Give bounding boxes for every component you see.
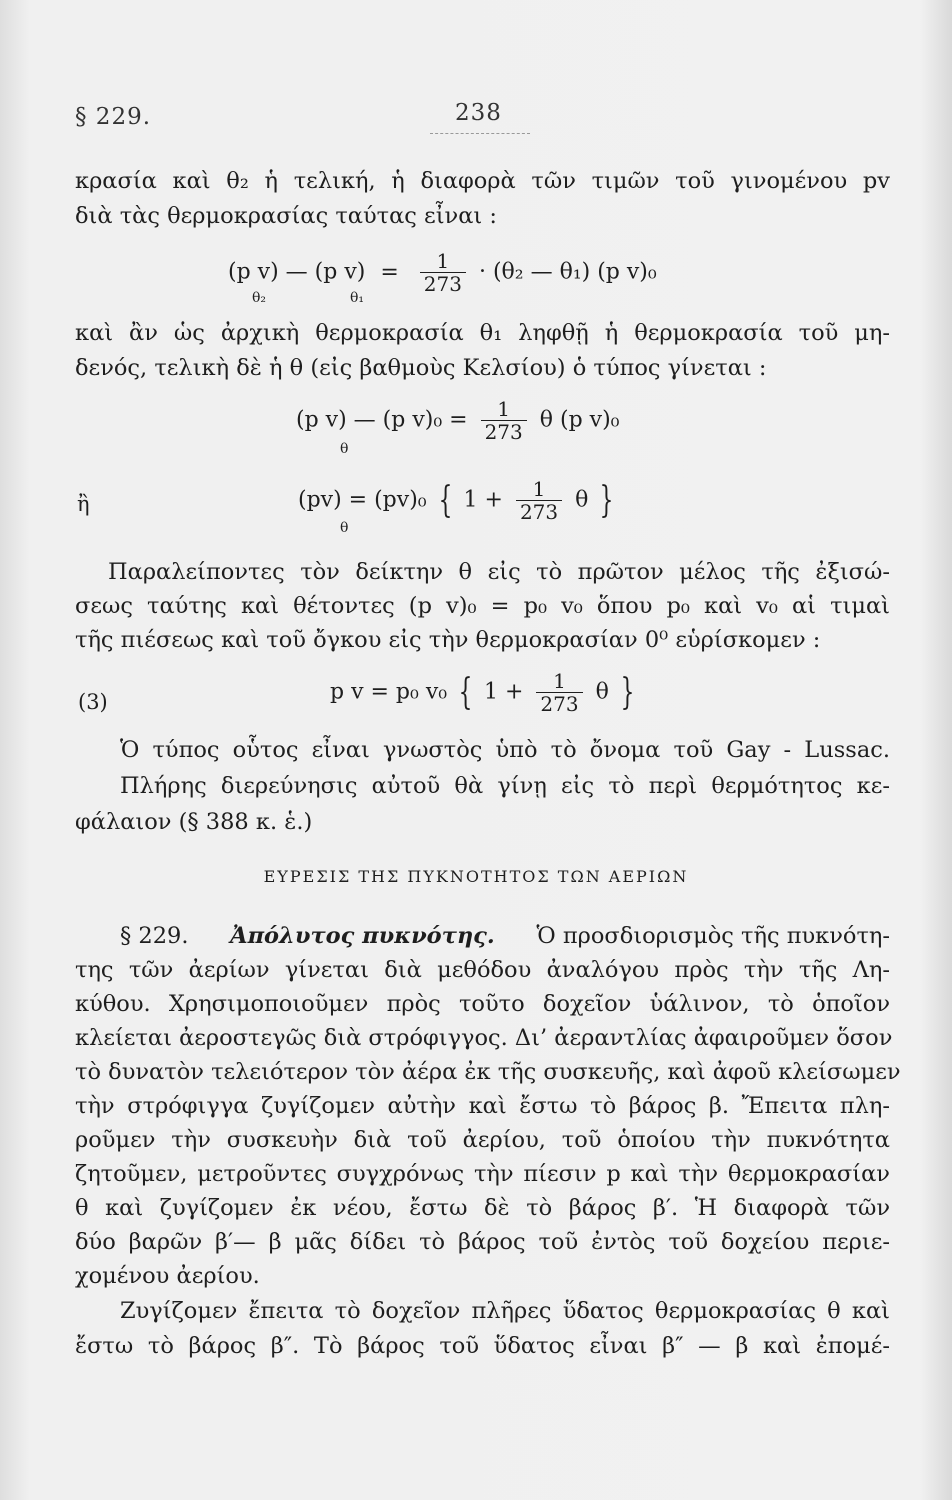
header-rule bbox=[430, 133, 530, 134]
eq1-fraction: $\frac{1}{273}$ bbox=[420, 250, 466, 295]
eq2-sub-theta: θ bbox=[340, 441, 349, 457]
text-line: της τῶν ἀερίων γίνεται διὰ μεθόδου ἀναλόγου πρὸς τὴν τῆς Λη- bbox=[75, 957, 890, 983]
text-line: Ζυγίζομεν ἔπειτα τὸ δοχεῖον πλῆρες ὕδατος θερμοκρασίας θ καὶ bbox=[120, 1298, 890, 1324]
section-first-text: Ὁ προσδιορισμὸς τῆς πυκνότη- bbox=[536, 923, 890, 949]
text-line: σεως ταύτης καὶ θέτοντες (p v)₀ = p₀ v₀ ὅπου p₀ καὶ v₀ αἱ τιμαὶ bbox=[75, 593, 890, 619]
eq1-lhs: (p v) — (p v) bbox=[228, 259, 366, 285]
eq4-theta: θ bbox=[595, 679, 609, 705]
section-heading: ΕΥΡΕΣΙΣ ΤΗΣ ΠΥΚΝΟΤΗΤΟΣ ΤΩΝ ΑΕΡΙΩΝ bbox=[263, 867, 689, 886]
text-line: κλείεται ἀεροστεγῶς διὰ στρόφιγγος. Δι’ ἀεραντλίας ἀφαιροῦμεν ὅσον bbox=[75, 1025, 893, 1051]
eq4-lhs: p v = p₀ v₀ bbox=[330, 679, 448, 705]
eq3-label: ἢ bbox=[77, 492, 90, 516]
eq3-sub-theta: θ bbox=[340, 520, 349, 536]
text-line: χομένου ἀερίου. bbox=[75, 1263, 260, 1289]
eq3-theta: θ bbox=[575, 487, 589, 513]
equation-3 bbox=[298, 478, 618, 523]
eq4-fraction: $\frac{1}{273}$ bbox=[536, 670, 582, 715]
text-line: ροῦμεν τὴν συσκευὴν διὰ τοῦ ἀερίου, τοῦ ὁποίου τὴν πυκνότητα bbox=[75, 1127, 890, 1153]
equation-2 bbox=[296, 398, 620, 443]
equation-4 bbox=[330, 670, 639, 715]
text-line: τὸ δυνατὸν τελειότερον τὸν ἀέρα ἐκ τῆς συσκευῆς, καὶ ἀφοῦ κλείσωμεν bbox=[75, 1059, 901, 1085]
text-line: διὰ τὰς θερμοκρασίας ταύτας εἶναι : bbox=[75, 203, 497, 229]
eq4-label: (3) bbox=[78, 690, 108, 714]
section-title: Ἀπόλυτος πυκνότης. bbox=[230, 923, 495, 949]
text-line: ζητοῦμεν, μετροῦντες συγχρόνως τὴν πίεσιν p καὶ τὴν θερμοκρασίαν bbox=[75, 1161, 890, 1187]
page-number: 238 bbox=[455, 100, 502, 126]
eq1-sub-theta2: θ₂ bbox=[252, 290, 267, 306]
eq3-close-brace: } bbox=[599, 479, 614, 521]
eq4-one-plus: 1 + bbox=[483, 679, 524, 705]
text-line: τὴν στρόφιγγα ζυγίζομεν αὐτὴν καὶ ἔστω τὸ βάρος β. Ἔπειτα πλη- bbox=[75, 1093, 890, 1119]
text-line: Παραλείποντες τὸν δείκτην θ εἰς τὸ πρῶτον μέλος τῆς ἐξισώ- bbox=[108, 559, 890, 585]
text-line: Πλήρης διερεύνησις αὐτοῦ θὰ γίνῃ εἰς τὸ περὶ θερμότητος κε- bbox=[120, 773, 890, 799]
section-number: § 229. bbox=[120, 923, 189, 949]
text-line: δύο βαρῶν β′— β μᾶς δίδει τὸ βάρος τοῦ ἐντὸς τοῦ δοχείου περιε- bbox=[75, 1229, 890, 1255]
text-line: κύθου. Χρησιμοποιοῦμεν πρὸς τοῦτο δοχεῖον ὑάλινον, τὸ ὁποῖον bbox=[75, 991, 890, 1017]
section-229-first-line bbox=[120, 920, 890, 952]
eq2-rhs: θ (p v)₀ bbox=[539, 407, 620, 433]
eq4-open-brace: { bbox=[458, 671, 473, 713]
text-line: φάλαιον (§ 388 κ. ἑ.) bbox=[75, 809, 313, 835]
text-line: Ὁ τύπος οὗτος εἶναι γνωστὸς ὑπὸ τὸ ὄνομα τοῦ Gay - Lussac. bbox=[120, 737, 890, 763]
eq4-close-brace: } bbox=[620, 671, 635, 713]
eq3-one-plus: 1 + bbox=[463, 487, 503, 513]
text-line: θ καὶ ζυγίζομεν ἐκ νέου, ἔστω δὲ τὸ βάρος β′. Ἡ διαφορὰ τῶν bbox=[75, 1195, 890, 1221]
eq2-fraction: $\frac{1}{273}$ bbox=[481, 398, 527, 443]
text-line: τῆς πιέσεως καὶ τοῦ ὄγκου εἰς τὴν θερμοκρασίαν 0⁰ εὑρίσκομεν : bbox=[75, 627, 821, 653]
eq3-lhs: (pv) = (pv)₀ bbox=[298, 487, 427, 513]
text-line: κρασία καὶ θ₂ ἡ τελική, ἡ διαφορὰ τῶν τιμῶν τοῦ γινομένου pv bbox=[75, 168, 890, 194]
eq1-sub-theta1: θ₁ bbox=[350, 290, 365, 306]
eq3-fraction: $\frac{1}{273}$ bbox=[516, 478, 562, 523]
text-line: καὶ ἂν ὡς ἀρχικὴ θερμοκρασία θ₁ ληφθῇ ἡ θερμοκρασία τοῦ μη- bbox=[75, 320, 890, 346]
eq2-lhs: (p v) — (p v)₀ = bbox=[296, 407, 468, 433]
eq1-equals: = bbox=[380, 259, 399, 285]
section-marker: § 229. bbox=[75, 104, 152, 130]
eq3-open-brace: { bbox=[438, 479, 452, 521]
text-line: δενός, τελικὴ δὲ ἡ θ (εἰς βαθμοὺς Κελσίου) ὁ τύπος γίνεται : bbox=[75, 355, 767, 381]
eq1-rhs: · (θ₂ — θ₁) (p v)₀ bbox=[478, 259, 657, 285]
equation-1 bbox=[228, 250, 657, 295]
text-line: ἔστω τὸ βάρος β″. Τὸ βάρος τοῦ ὕδατος εἶναι β″ — β καὶ ἐπομέ- bbox=[75, 1333, 890, 1359]
